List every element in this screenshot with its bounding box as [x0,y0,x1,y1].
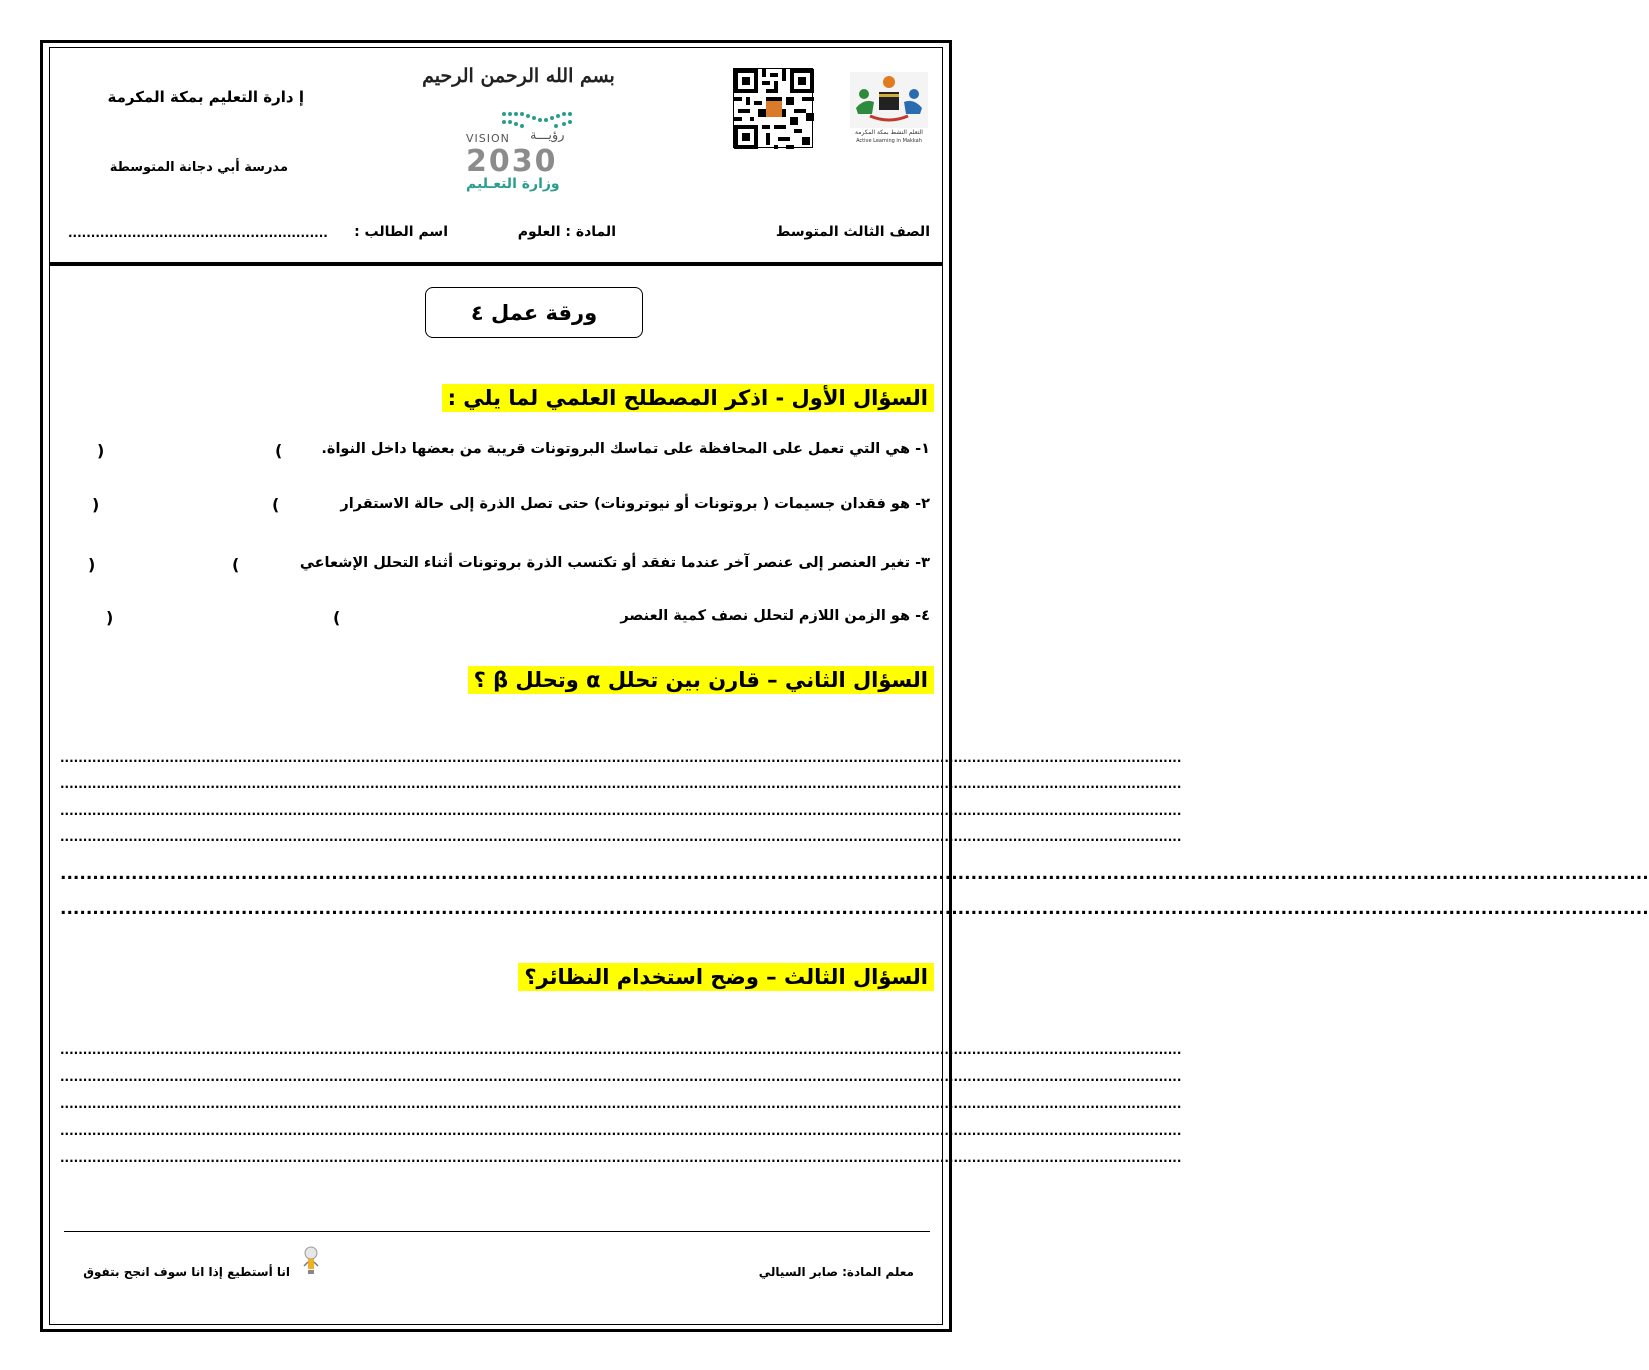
q1-item-3-paren-close: ) [88,555,96,574]
q2-answer-line-1[interactable]: ...................................................................................................................................................................................................................................................... [60,751,1182,765]
q3-answer-line-3[interactable]: ...................................................................................................................................................................................................................................................... [60,1097,1182,1111]
q1-item-4-paren-open: ( [333,608,341,627]
q1-item-2 [340,496,930,512]
q2-answer-line-6[interactable]: ...................................................................................................................................................................................................................................................... [60,899,1649,919]
logo-figures-graphic [850,72,928,128]
q3-answer-line-5[interactable]: ...................................................................................................................................................................................................................................................... [60,1151,1182,1165]
footer-motto: انا أستطيع إذا انا سوف انجح بتفوق [83,1265,290,1279]
vision-2030-logo [460,100,585,196]
q1-item-1-paren-close: ) [97,441,105,460]
qr-code [733,68,813,148]
footer-divider [64,1231,930,1232]
vision-word: VISION [466,132,510,145]
q1-item-3-text: تغير العنصر إلى عنصر آخر عندما تفقد أو تكتسب الذرة بروتونات أثناء التحلل الإشعاعي [299,555,911,571]
q1-item-3-num: ٣- [915,555,930,571]
q3-answer-line-1[interactable]: ...................................................................................................................................................................................................................................................... [60,1043,1182,1057]
vision-arabic: رؤيـــة [530,128,565,143]
vision-year: 2030 [466,144,558,179]
school-name: مدرسة أبي دجانة المتوسطة [109,160,288,175]
student-name-blank[interactable]: ......................................................... [68,226,328,240]
student-name-label: اسم الطالب : [354,224,448,240]
q2-answer-line-5[interactable]: ...................................................................................................................................................................................................................................................... [60,864,1649,884]
q1-item-1-paren-open: ( [275,441,283,460]
basmala-calligraphy [422,60,615,92]
footer-teacher: معلم المادة: صابر السيالي [758,1265,914,1279]
q2-answer-line-3[interactable]: ...................................................................................................................................................................................................................................................... [60,804,1182,818]
q3-heading: السؤال الثالث – وضح استخدام النظائر؟ [518,963,934,991]
ministry-name: وزارة التعـليم [466,176,560,192]
q1-item-2-num: ٢- [915,496,930,512]
lightbulb-icon [298,1244,324,1280]
active-learning-logo [850,72,928,148]
subject-label: المادة : العلوم [517,224,616,240]
grade-label: الصف الثالث المتوسط [775,224,930,240]
worksheet-title: ورقة عمل ٤ [470,300,598,325]
q2-answer-line-4[interactable]: ...................................................................................................................................................................................................................................................... [60,830,1182,844]
q2-heading: السؤال الثاني – قارن بين تحلل α وتحلل β ؟ [468,666,934,694]
q1-item-3 [300,555,930,571]
q1-item-2-paren-open: ( [272,495,280,514]
administration-label: إ دارة التعليم بمكة المكرمة [107,88,304,106]
basmala-text: بسم الله الرحمن الرحيم [422,65,615,87]
q1-item-1 [321,441,930,457]
q1-item-4-num: ٤- [915,608,930,624]
q1-item-4-text: هو الزمن اللازم لتحلل نصف كمية العنصر [620,608,911,624]
header-divider [50,262,942,266]
q3-answer-line-2[interactable]: ...................................................................................................................................................................................................................................................... [60,1070,1182,1084]
logo-caption-en: Active Learning in Makkah [856,138,922,144]
logo-caption-ar: التعلم النشط بمكة المكرمة [855,129,923,136]
q1-item-3-paren-open: ( [232,555,240,574]
q1-item-4-paren-close: ) [106,608,114,627]
worksheet-title-box [425,287,643,338]
q1-item-1-num: ١- [915,441,930,457]
q1-item-2-text: هو فقدان جسيمات ( بروتونات أو نيوترونات) حتى تصل الذرة إلى حالة الاستقرار [340,496,911,512]
q1-item-1-text: هي التي تعمل على المحافظة على تماسك البروتونات قريبة من بعضها داخل النواة. [321,441,911,457]
q1-item-2-paren-close: ) [92,495,100,514]
q3-answer-line-4[interactable]: ...................................................................................................................................................................................................................................................... [60,1124,1182,1138]
q1-item-4 [620,608,930,624]
q1-heading: السؤال الأول - اذكر المصطلح العلمي لما يلي : [442,384,934,412]
q2-answer-line-2[interactable]: ...................................................................................................................................................................................................................................................... [60,777,1182,791]
